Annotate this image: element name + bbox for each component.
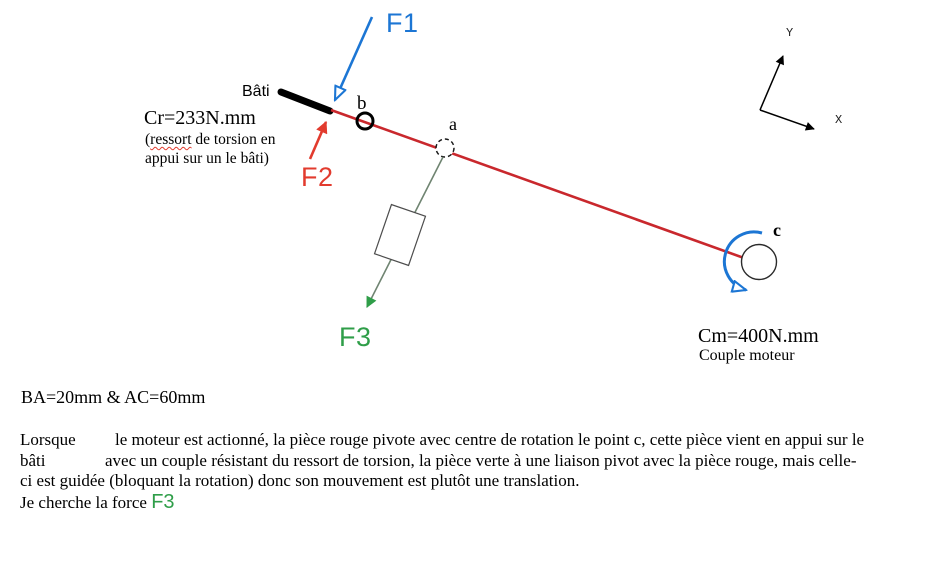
pivot-c-circle [742,245,777,280]
dimensions-line: BA=20mm & AC=60mm [21,387,206,407]
paragraph-line-1-rest: le moteur est actionné, la pièce rouge pivote avec centre de rotation le point c, cette pièce vient en appui sur le [115,430,865,449]
axis-y-arrow [760,56,783,110]
motor-couple-caption: Couple moteur [699,347,795,364]
torsion-couple-value: Cr=233N.mm [144,107,256,129]
paragraph-line-1 [20,430,864,451]
force-f1-label: F1 [386,8,419,38]
torsion-note-misspelled-word: ressort [150,131,192,148]
pivot-a-circle [436,139,454,157]
torsion-note-line2: appui sur un le bâti) [145,150,269,167]
motor-couple-value: Cm=400N.mm [698,325,819,347]
force-f2-label: F2 [301,162,334,192]
axis-y-label: Y [786,26,794,40]
question-line [20,492,864,514]
paragraph-line-2 [20,451,864,472]
axis-x-label: X [835,113,843,127]
force-f2-arrow [310,122,326,159]
paragraph-line-2-head: bâti [20,450,46,470]
question-force-f3: F3 [151,490,175,513]
torsion-note-line1 [145,131,275,148]
question-prefix: Je cherche la force [20,492,152,512]
paragraph-line-2-rest: avec un couple résistant du ressort de torsion, la pièce verte à une liaison pivot avec la pièce rouge, mais celle- [105,450,857,470]
force-f3-label: F3 [339,322,372,352]
torsion-note-rest: de torsion en [191,131,276,148]
force-f1-arrow [335,17,372,100]
paragraph-line-3: ci est guidée (bloquant la rotation) donc son mouvement est plutôt une translation. [20,471,580,490]
point-a-label: a [449,114,457,134]
slider-block [375,205,426,266]
axis-x-arrow [760,110,814,129]
torsion-note-open: ( [145,131,151,148]
paragraph-line-1-head: Lorsque [20,430,76,449]
point-c-label: c [773,220,781,240]
bati-label: Bâti [242,83,270,100]
point-b-label: b [357,93,367,114]
explanation-paragraph [20,430,864,513]
bati-bar [281,92,330,111]
